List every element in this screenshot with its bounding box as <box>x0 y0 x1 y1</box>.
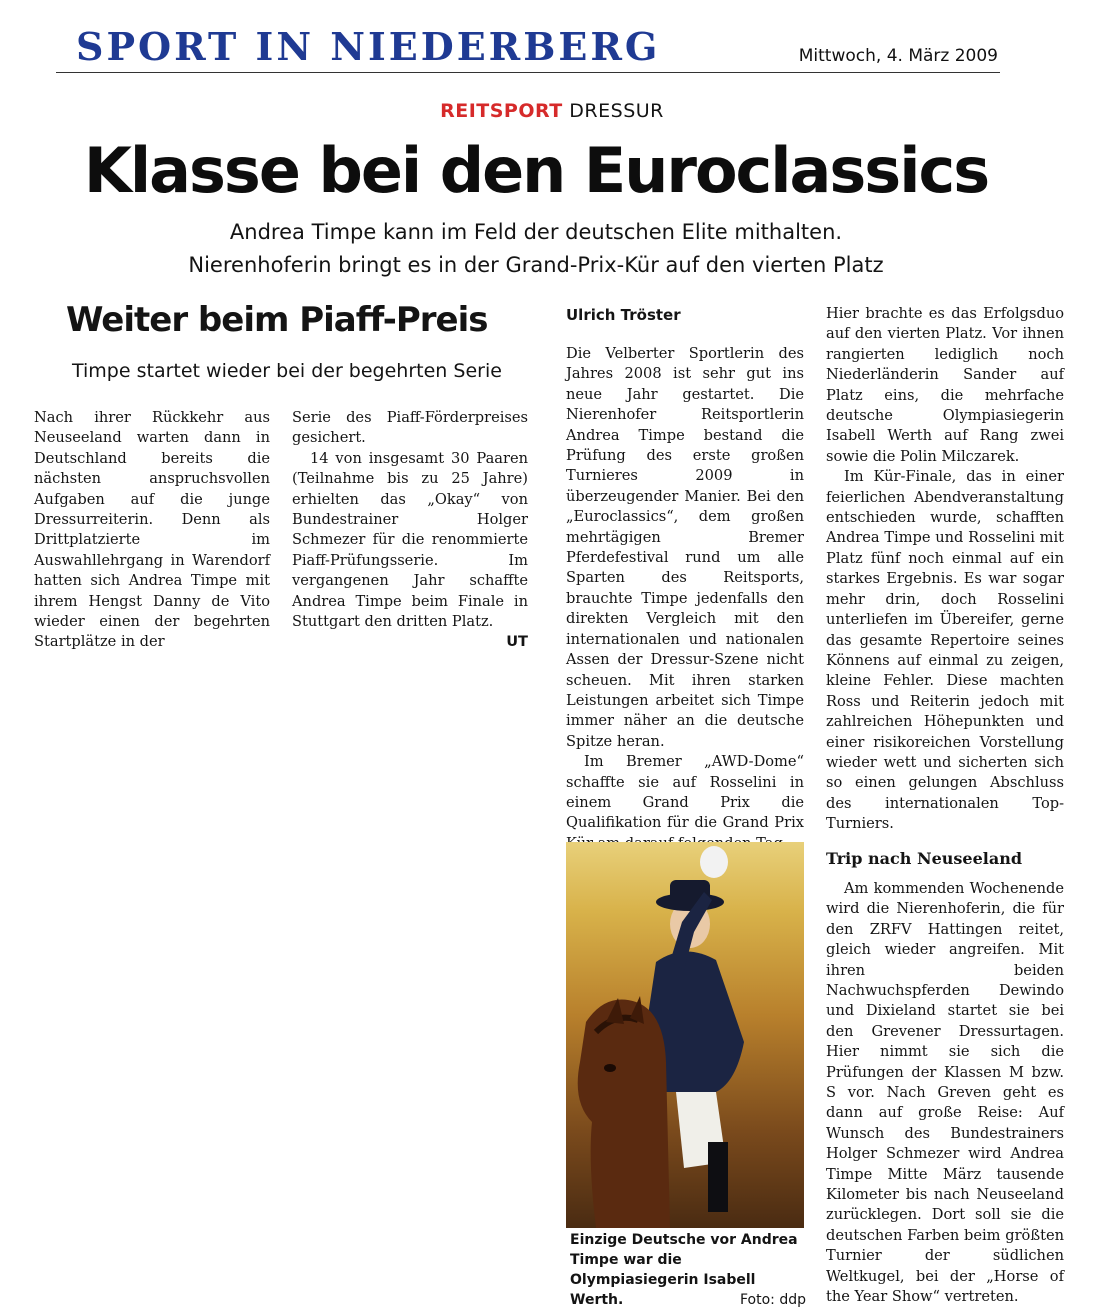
side-article-column-1 <box>34 408 270 653</box>
rider-photo-illustration <box>566 842 804 1228</box>
paragraph-text: 14 von insgesamt 30 Paaren (Teilnahme bis zu 25 Jahre) erhielten das „Okay“ von Bundestrainer Holger Schmezer für die renommierte Piaff-Prüfungsserie. Im vergangenen Jahr schaffte Andrea Timpe beim Finale in Stuttgart den dritten Platz. <box>292 449 528 631</box>
subhead-line-1: Andrea Timpe kann im Feld der deutschen Elite mithalten. <box>229 220 843 244</box>
masthead-rule <box>56 72 1000 73</box>
section-subtitle: Trip nach Neuseeland <box>826 848 1023 868</box>
paragraph: Im Bremer „AWD-Dome“ schaffte sie auf Rosselini in einem Grand Prix die Qualifikation für die Grand Prix <box>566 753 804 832</box>
paragraph <box>292 449 528 651</box>
paragraph: Hier brachte es das Erfolgsduo auf den vierten Platz. Vor ihnen rangierten lediglich noch Niederländerin Sander auf Platz eins, die mehrfache deutsche Olympiasiegerin Isabell Werth auf Rang zwei sowie die Polin Milczarek. <box>826 305 1064 465</box>
author-byline: Ulrich Tröster <box>566 306 681 324</box>
photo-caption-text: Einzige Deutsche vor Andrea Timpe war die Olympiasiegerin Isabell Werth. <box>570 1232 798 1308</box>
photo-caption <box>570 1230 806 1310</box>
side-article-subtitle: Timpe startet wieder bei der begehrten Serie <box>72 360 502 382</box>
masthead: SPORT IN NIEDERBERG <box>76 24 661 69</box>
subhead-line-2: Nierenhoferin bringt es in der Grand-Prix-Kür auf den vierten Platz <box>188 253 884 277</box>
kicker <box>0 100 1104 122</box>
side-article-title: Weiter beim Piaff-Preis <box>66 300 488 340</box>
side-article-column-2 <box>292 408 528 653</box>
main-article-column-1 <box>566 344 804 854</box>
subhead <box>0 216 1072 282</box>
author-signature: UT <box>506 633 528 651</box>
photo-credit: Foto: ddp <box>739 1292 806 1308</box>
headline: Klasse bei den Euroclassics <box>83 134 989 207</box>
paragraph: Die Velberter Sportlerin des Jahres 2008 ist sehr gut ins neue Jahr gestartet. Die Nierenhofer Reitsportlerin Andrea Timpe bestand die Prüfung des erste großen Turnieres 2009 in überzeugender Manier. Bei den „Euroclassics“, dem großen mehrtägigen Bremer Pferdefestival rund um alle Sparten des Reitsports, brauchte Timpe jedenfalls den direkten Vergleich mit den internationalen und nationalen Assen der Dressur-Szene nicht scheuen. Mit ihren starken Leistungen arbeitet sich Timpe immer näher an die deutsche Spitze heran. <box>566 345 804 750</box>
paragraph: Im Kür-Finale, das in einer feierlichen Abendveranstaltung entschieden wurde, schafften Andrea Timpe und Rosselini mit Platz fünf noch einmal auf ein starkes Ergebnis. Es war sogar mehr drin, doch Rosselini unterliefen im Übereifer, gerne das gesamte Repertoire seines Könnens auf einmal zu zeigen, kleine Fehler. Diese machten Ross und Reiterin jedoch mit zahlreichen Höhepunkten und einer risikoreichen Vorstellung wieder wett und sicherten sich so einen gelungen Abschluss des internationalen Top-Turniers. <box>826 468 1064 833</box>
kicker-sub: DRESSUR <box>569 100 664 122</box>
main-article-column-2 <box>826 304 1064 1308</box>
kicker-category: REITSPORT <box>440 100 563 122</box>
paragraph: Nach ihrer Rückkehr aus Neuseeland warten dann in Deutschland bereits die nächsten anspruchsvollen Aufgaben auf die junge Dressurreiterin. Denn als Drittplatzierte im Auswahllehrgang in Warendorf hatten sich Andrea Timpe mit ihrem Hengst Danny de Vito wieder einen der begehrten Startplätze in der <box>34 409 270 651</box>
paragraph: Serie des Piaff-Förderpreises gesichert. <box>292 409 528 447</box>
paragraph: Am kommenden Wochenende wird die Nierenhoferin, die für den ZRFV Hattingen reitet, gleich wieder angreifen. Mit ihren beiden Nachwuchspferden Dewindo und Dixieland startet sie bei den Grevener Dressurtagen. Hier nimmt sie sich die Prüfungen der Klassen M bzw. S vor. Nach Greven geht es dann auf große Reise: Auf Wunsch des Bundestrainers Holger Schmezer wird Andrea Timpe Mitte März tausende Kilometer bis nach Neuseeland zurücklegen. Dort soll sie die deutschen Farben beim größten Turnier der südlichen Weltkugel, bei der „Horse of the Year Show“ vertreten. <box>826 879 1064 1306</box>
issue-date: Mittwoch, 4. März 2009 <box>798 46 998 66</box>
rider-photo <box>566 842 804 1228</box>
